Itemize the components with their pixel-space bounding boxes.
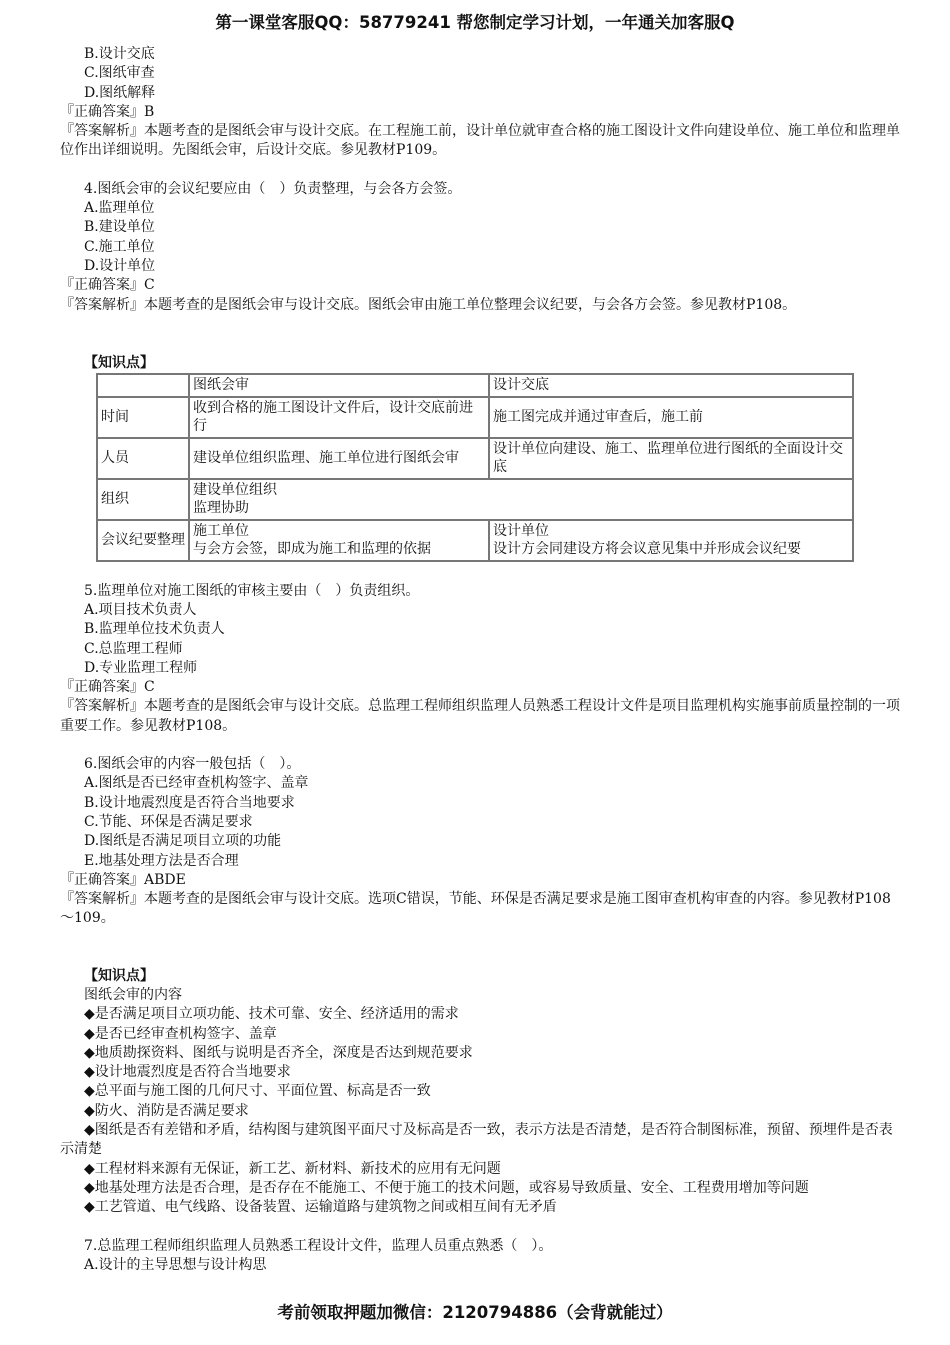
q5-answer: 『正确答案』C (60, 679, 155, 696)
table-header-row (97, 374, 853, 397)
q5-analysis: 『答案解析』本题考查的是图纸会审与设计交底。总监理工程师组织监理人员熟悉工程设计文件是项目监理机构实施事前质量控制的一项重要工作。参见教材P108。 (60, 698, 900, 734)
list-item: ◆工艺管道、电气线路、设备装置、运输道路与建筑物之间或相互间有无矛盾 (84, 1199, 557, 1216)
list-item: ◆设计地震烈度是否符合当地要求 (84, 1064, 291, 1081)
table-corner-cell (97, 374, 189, 397)
q6-option-a: A.图纸是否已经审查机构签字、盖章 (84, 775, 309, 792)
cell-personnel-disclosure: 设计单位向建设、施工、监理单位进行图纸的全面设计交底 (489, 438, 853, 479)
q3-answer: 『正确答案』B (60, 103, 155, 120)
cell-minutes-disclosure-line1: 设计单位 (493, 522, 549, 539)
q4-answer: 『正确答案』C (60, 277, 155, 294)
document-body (60, 45, 900, 1275)
cell-time-review: 收到合格的施工图设计文件后，设计交底前进行 (189, 397, 489, 438)
q6-answer: 『正确答案』ABDE (60, 871, 186, 888)
q5-option-b: B.监理单位技术负责人 (84, 621, 225, 638)
list-item: ◆总平面与施工图的几何尺寸、平面位置、标高是否一致 (84, 1083, 431, 1100)
table-row (97, 397, 853, 438)
row-label-organization: 组织 (97, 479, 189, 520)
list-item: ◆防火、消防是否满足要求 (84, 1102, 249, 1119)
q6-option-d: D.图纸是否满足项目立项的功能 (84, 833, 282, 850)
q5-option-d: D.专业监理工程师 (84, 659, 198, 676)
list-item: ◆是否已经审查机构签字、盖章 (84, 1025, 277, 1042)
cell-minutes-disclosure-line2: 设计方会同建设方将会议意见集中并形成会议纪要 (493, 541, 801, 558)
q4-option-d: D.设计单位 (84, 257, 156, 274)
q4-option-b: B.建设单位 (84, 219, 155, 236)
kp2-title: 【知识点】 (84, 967, 154, 984)
kp2-subtitle: 图纸会审的内容 (84, 987, 182, 1003)
cell-organization-line1: 建设单位组织 (193, 481, 277, 498)
q3-option-d: D.图纸解释 (84, 84, 156, 101)
comparison-table (96, 373, 854, 562)
q7-option-a: A.设计的主导思想与设计构思 (84, 1256, 267, 1273)
cell-organization-line2: 监理协助 (193, 500, 249, 517)
q5-option-c: C.总监理工程师 (84, 640, 183, 657)
q3-option-b: B.设计交底 (84, 46, 155, 62)
q6-analysis: 『答案解析』本题考查的是图纸会审与设计交底。选项C错误，节能、环保是否满足要求是施工图审查机构审查的内容。参见教材P108～109。 (60, 891, 891, 927)
q6-option-c: C.节能、环保是否满足要求 (84, 813, 253, 830)
q4-stem: 4.图纸会审的会议纪要应由（ ）负责整理，与会各方会签。 (84, 180, 462, 197)
table-header-disclosure: 设计交底 (489, 374, 853, 397)
cell-personnel-review: 建设单位组织监理、施工单位进行图纸会审 (189, 438, 489, 479)
cell-minutes-review-line1: 施工单位 (193, 522, 249, 539)
cell-minutes-review (189, 520, 489, 561)
cell-time-disclosure: 施工图完成并通过审查后，施工前 (489, 397, 853, 438)
list-item: ◆图纸是否有差错和矛盾，结构图与建筑图平面尺寸及标高是否一致，表示方法是否清楚，是否符合制图标准，预留、预埋件是否表示清楚 (60, 1122, 893, 1158)
q3-analysis: 『答案解析』本题考查的是图纸会审与设计交底。在工程施工前，设计单位就审查合格的施工图设计文件向建设单位、施工单位和监理单位作出详细说明。先图纸会审，后设计交底。参见教材P109。 (60, 123, 900, 159)
q6-stem: 6.图纸会审的内容一般包括（ ）。 (84, 756, 301, 773)
cell-minutes-disclosure (489, 520, 853, 561)
kp-table-title: 【知识点】 (84, 354, 154, 371)
cell-organization-merged (189, 479, 853, 520)
table-row (97, 479, 853, 520)
q6-option-b: B.设计地震烈度是否符合当地要求 (84, 794, 295, 811)
cell-minutes-review-line2: 与会方会签，即成为施工和监理的依据 (193, 541, 431, 558)
list-item: ◆工程材料来源有无保证，新工艺、新材料、新技术的应用有无问题 (84, 1160, 501, 1177)
table-header-review: 图纸会审 (189, 374, 489, 397)
q4-option-a: A.监理单位 (84, 200, 155, 217)
q7-stem: 7.总监理工程师组织监理人员熟悉工程设计文件，监理人员重点熟悉（ ）。 (84, 1237, 553, 1254)
table-row (97, 520, 853, 561)
q4-analysis: 『答案解析』本题考查的是图纸会审与设计交底。图纸会审由施工单位整理会议纪要，与会各方会签。参见教材P108。 (60, 296, 797, 313)
list-item: ◆地质勘探资料、图纸与说明是否齐全，深度是否达到规范要求 (84, 1044, 473, 1061)
q6-option-e: E.地基处理方法是否合理 (84, 852, 239, 869)
row-label-time: 时间 (97, 397, 189, 438)
q4-option-c: C.施工单位 (84, 238, 155, 255)
q3-option-c: C.图纸审查 (84, 65, 155, 82)
q5-option-a: A.项目技术负责人 (84, 601, 197, 618)
list-item: ◆是否满足项目立项功能、技术可靠、安全、经济适用的需求 (84, 1006, 459, 1023)
header-banner: 第一课堂客服QQ：58779241 帮您制定学习计划，一年通关加客服Q (215, 13, 735, 32)
footer-banner: 考前领取押题加微信：2120794886（会背就能过） (277, 1303, 673, 1322)
q5-stem: 5.监理单位对施工图纸的审核主要由（ ）负责组织。 (84, 582, 420, 599)
row-label-personnel: 人员 (97, 438, 189, 479)
table-row (97, 438, 853, 479)
list-item: ◆地基处理方法是否合理，是否存在不能施工、不便于施工的技术问题，或容易导致质量、安全、工程费用增加等问题 (84, 1179, 809, 1196)
row-label-minutes: 会议纪要整理 (97, 520, 189, 561)
